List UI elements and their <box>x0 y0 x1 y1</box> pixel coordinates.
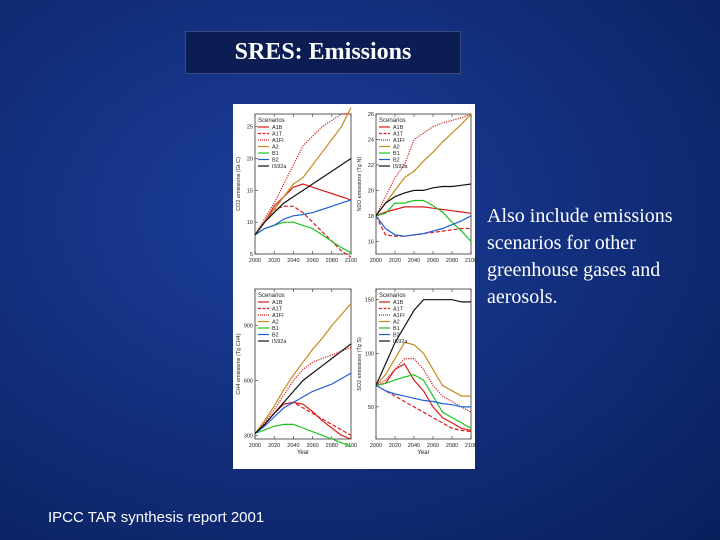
series-line-is92a <box>255 159 351 235</box>
x-tick-label: 2000 <box>248 443 262 449</box>
y-tick-label: 10 <box>246 220 253 227</box>
legend-label-b2: B2 <box>393 157 400 164</box>
y-tick-label: 100 <box>364 351 374 358</box>
x-tick-label: 2040 <box>287 443 300 449</box>
x-tick-label: 2020 <box>388 258 402 264</box>
series-line-a2 <box>255 108 351 235</box>
legend-label-a1fi: A1FI <box>272 138 284 144</box>
legend-label-is92a: IS92a <box>272 339 287 345</box>
legend-label-a1t: A1T <box>393 131 404 138</box>
legend-label-a1b: A1B <box>393 300 404 306</box>
legend-label-b2: B2 <box>393 332 400 339</box>
y-tick-label: 5 <box>249 252 253 258</box>
y-tick-label: 20 <box>246 156 253 163</box>
y-tick-label: 50 <box>367 404 374 411</box>
legend-label-b1: B1 <box>393 151 400 157</box>
legend-label-a1t: A1T <box>393 306 404 313</box>
x-tick-label: 2020 <box>388 443 402 449</box>
x-tick-label: 2040 <box>407 443 421 449</box>
y-tick-label: 600 <box>243 378 253 385</box>
legend-title: Scenarios <box>258 118 285 124</box>
series-line-b1 <box>376 375 471 429</box>
legend-label-a1fi: A1FI <box>272 313 284 319</box>
emissions-figure <box>233 104 478 469</box>
x-tick-label: 2080 <box>325 443 338 449</box>
legend-label-a1fi: A1FI <box>393 313 405 319</box>
x-tick-label: 2100 <box>464 258 478 264</box>
y-tick-label: 15 <box>246 188 253 195</box>
legend-label-a1t: A1T <box>272 131 283 138</box>
x-tick-label: 2000 <box>369 258 383 264</box>
y-tick-label: 22 <box>367 162 374 169</box>
x-tick-label: 2020 <box>268 443 281 449</box>
legend-label-a1b: A1B <box>393 125 404 131</box>
legend-title: Scenarios <box>379 118 406 124</box>
slide-title-box <box>185 31 461 74</box>
series-line-b2 <box>376 385 471 407</box>
legend-label-a1b: A1B <box>272 300 283 306</box>
x-axis-label: Year <box>417 450 430 456</box>
legend-label-a1t: A1T <box>272 306 283 313</box>
x-tick-label: 2080 <box>325 258 338 264</box>
series-line-a2 <box>255 304 351 434</box>
x-tick-label: 2100 <box>344 258 358 264</box>
y-axis-label: CO2 emissions (Gt C) <box>236 157 242 211</box>
x-tick-label: 2100 <box>464 443 478 449</box>
x-tick-label: 2080 <box>445 258 459 264</box>
x-tick-label: 2060 <box>426 258 440 264</box>
legend-label-is92a: IS92a <box>272 164 287 170</box>
y-axis-label: CH4 emissions (Tg CH4) <box>236 333 242 395</box>
x-tick-label: 2040 <box>407 258 421 264</box>
x-tick-label: 2100 <box>344 443 358 449</box>
legend-label-b1: B1 <box>272 326 279 332</box>
plot-frame-3 <box>376 289 471 439</box>
y-tick-label: 24 <box>367 137 374 144</box>
side-note: Also include emissions scenarios for other greenhouse gases and aerosols. <box>487 205 673 308</box>
legend-label-b2: B2 <box>272 157 279 164</box>
y-tick-label: 25 <box>246 124 253 131</box>
legend-label-a1b: A1B <box>272 125 283 131</box>
y-axis-label: N2O emissions (Tg N) <box>357 156 363 212</box>
x-tick-label: 2000 <box>369 443 383 449</box>
x-tick-label: 2080 <box>445 443 459 449</box>
legend-label-a2: A2 <box>272 319 279 326</box>
legend-title: Scenarios <box>258 293 285 299</box>
legend-label-b1: B1 <box>272 151 279 157</box>
legend-label-is92a: IS92a <box>393 339 408 345</box>
legend-label-a2: A2 <box>393 319 400 326</box>
x-tick-label: 2060 <box>306 443 319 449</box>
x-tick-label: 2020 <box>268 258 281 264</box>
y-tick-label: 20 <box>367 188 374 195</box>
x-axis-label: Year <box>296 450 310 456</box>
legend-label-a1fi: A1FI <box>393 138 405 144</box>
legend-title: Scenarios <box>379 293 406 299</box>
legend-label-a2: A2 <box>393 144 400 151</box>
y-tick-label: 150 <box>364 297 374 304</box>
y-tick-label: 26 <box>367 112 374 118</box>
y-tick-label: 300 <box>243 433 253 440</box>
y-tick-label: 18 <box>367 213 374 220</box>
x-tick-label: 2040 <box>287 258 300 264</box>
series-line-a1fi <box>255 348 351 434</box>
series-line-b2 <box>255 373 351 433</box>
source-caption: IPCC TAR synthesis report 2001 <box>48 509 265 526</box>
x-tick-label: 2060 <box>426 443 440 449</box>
legend-label-a2: A2 <box>272 144 279 151</box>
emissions-charts-svg <box>233 104 478 469</box>
x-tick-label: 2000 <box>248 258 262 264</box>
slide-title: SRES: Emissions <box>234 39 412 65</box>
y-tick-label: 900 <box>243 323 253 330</box>
legend-label-b1: B1 <box>393 326 400 332</box>
y-axis-label: SO2 emissions (Tg S) <box>357 337 363 391</box>
legend-label-is92a: IS92a <box>393 164 408 170</box>
x-tick-label: 2060 <box>306 258 319 264</box>
series-line-is92a <box>255 344 351 434</box>
legend-label-b2: B2 <box>272 332 279 339</box>
y-tick-label: 16 <box>367 239 374 246</box>
series-line-is92a <box>376 300 471 386</box>
